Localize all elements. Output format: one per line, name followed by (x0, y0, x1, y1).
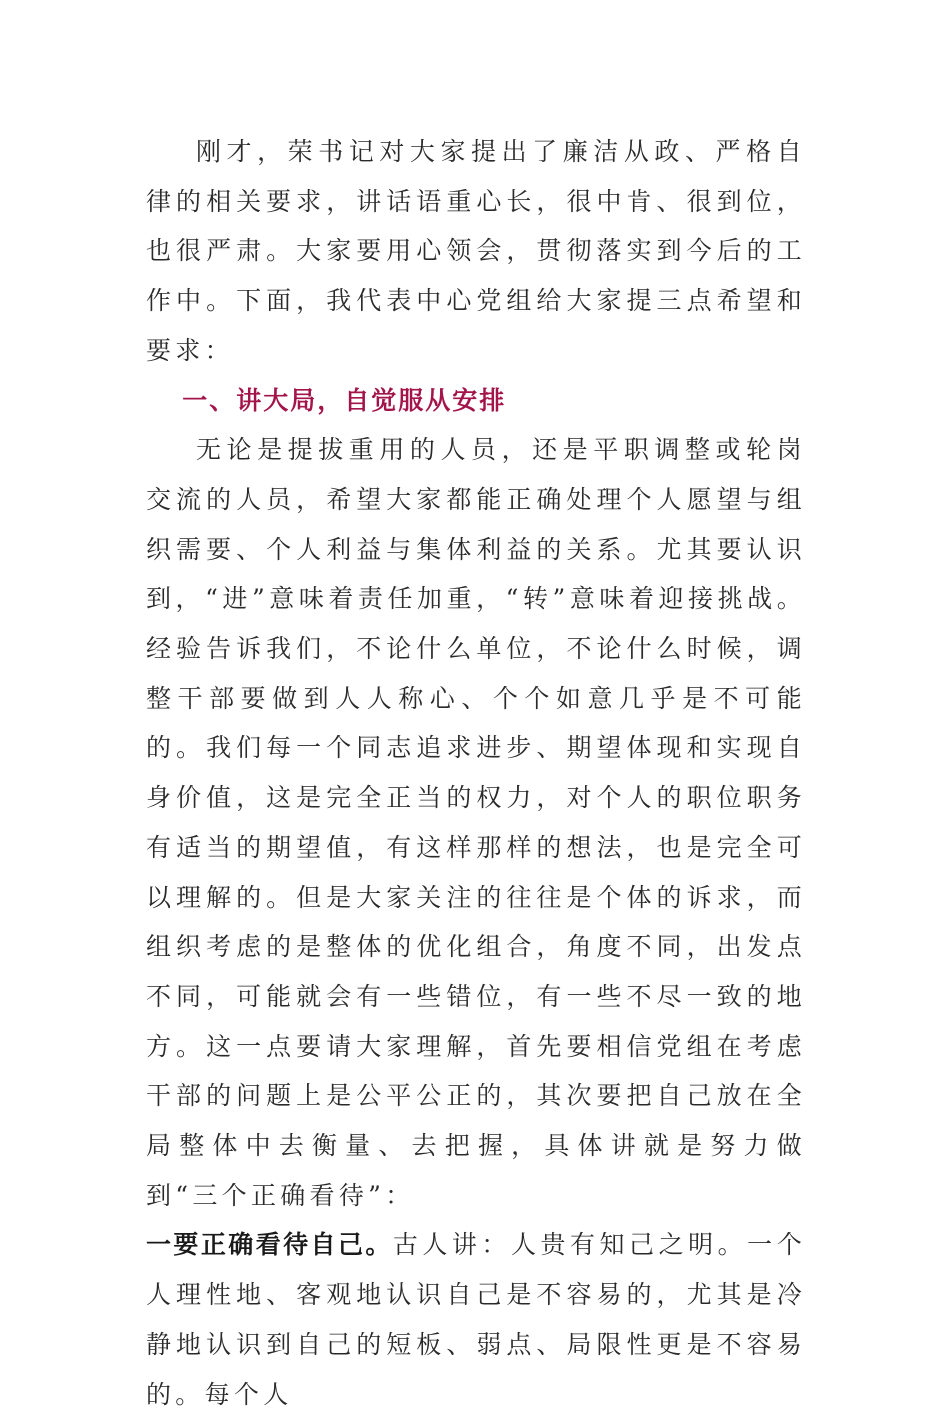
body-paragraph: 无论是提拔重用的人员，还是平职调整或轮岗交流的人员，希望大家都能正确处理个人愿望与组织需要、个人利益与集体利益的关系。尤其要认识到，“进”意味着责任加重，“转”意味着迎接挑战。经验告诉我们，不论什么单位，不论什么时候，调整干部要做到人人称心、个个如意几乎是不可能的。我们每一个同志追求进步、期望体现和实现自身价值，这是完全正当的权力，对个人的职位职务有适当的期望值，有这样那样的想法，也是完全可以理解的。但是大家关注的往往是个体的诉求，而组织考虑的是整体的优化组合，角度不同，出发点不同，可能就会有一些错位，有一些不尽一致的地方。这一点要请大家理解，首先要相信党组在考虑干部的问题上是公平公正的，其次要把自己放在全局整体中去衡量、去把握，具体讲就是努力做到“三个正确看待”： (146, 435, 806, 1210)
document-body (146, 127, 806, 1419)
opening-paragraph: 刚才，荣书记对大家提出了廉洁从政、严格自律的相关要求，讲话语重心长，很中肯、很到位，也很严肃。大家要用心领会，贯彻落实到今后的工作中。下面，我代表中心党组给大家提三点希望和要求： (146, 137, 806, 365)
point-lead-text: 一要正确看待自己。 (146, 1230, 393, 1260)
section-heading-1: 一、讲大局，自觉服从安排 (182, 385, 507, 415)
point-body-text: 古人讲：人贵有知己之明。一个人理性地、客观地认识自己是不容易的，尤其是冷静地认识到自己的短板、弱点、局限性更是不容易的。每个人 (146, 1230, 806, 1409)
point-paragraph (146, 1220, 806, 1419)
